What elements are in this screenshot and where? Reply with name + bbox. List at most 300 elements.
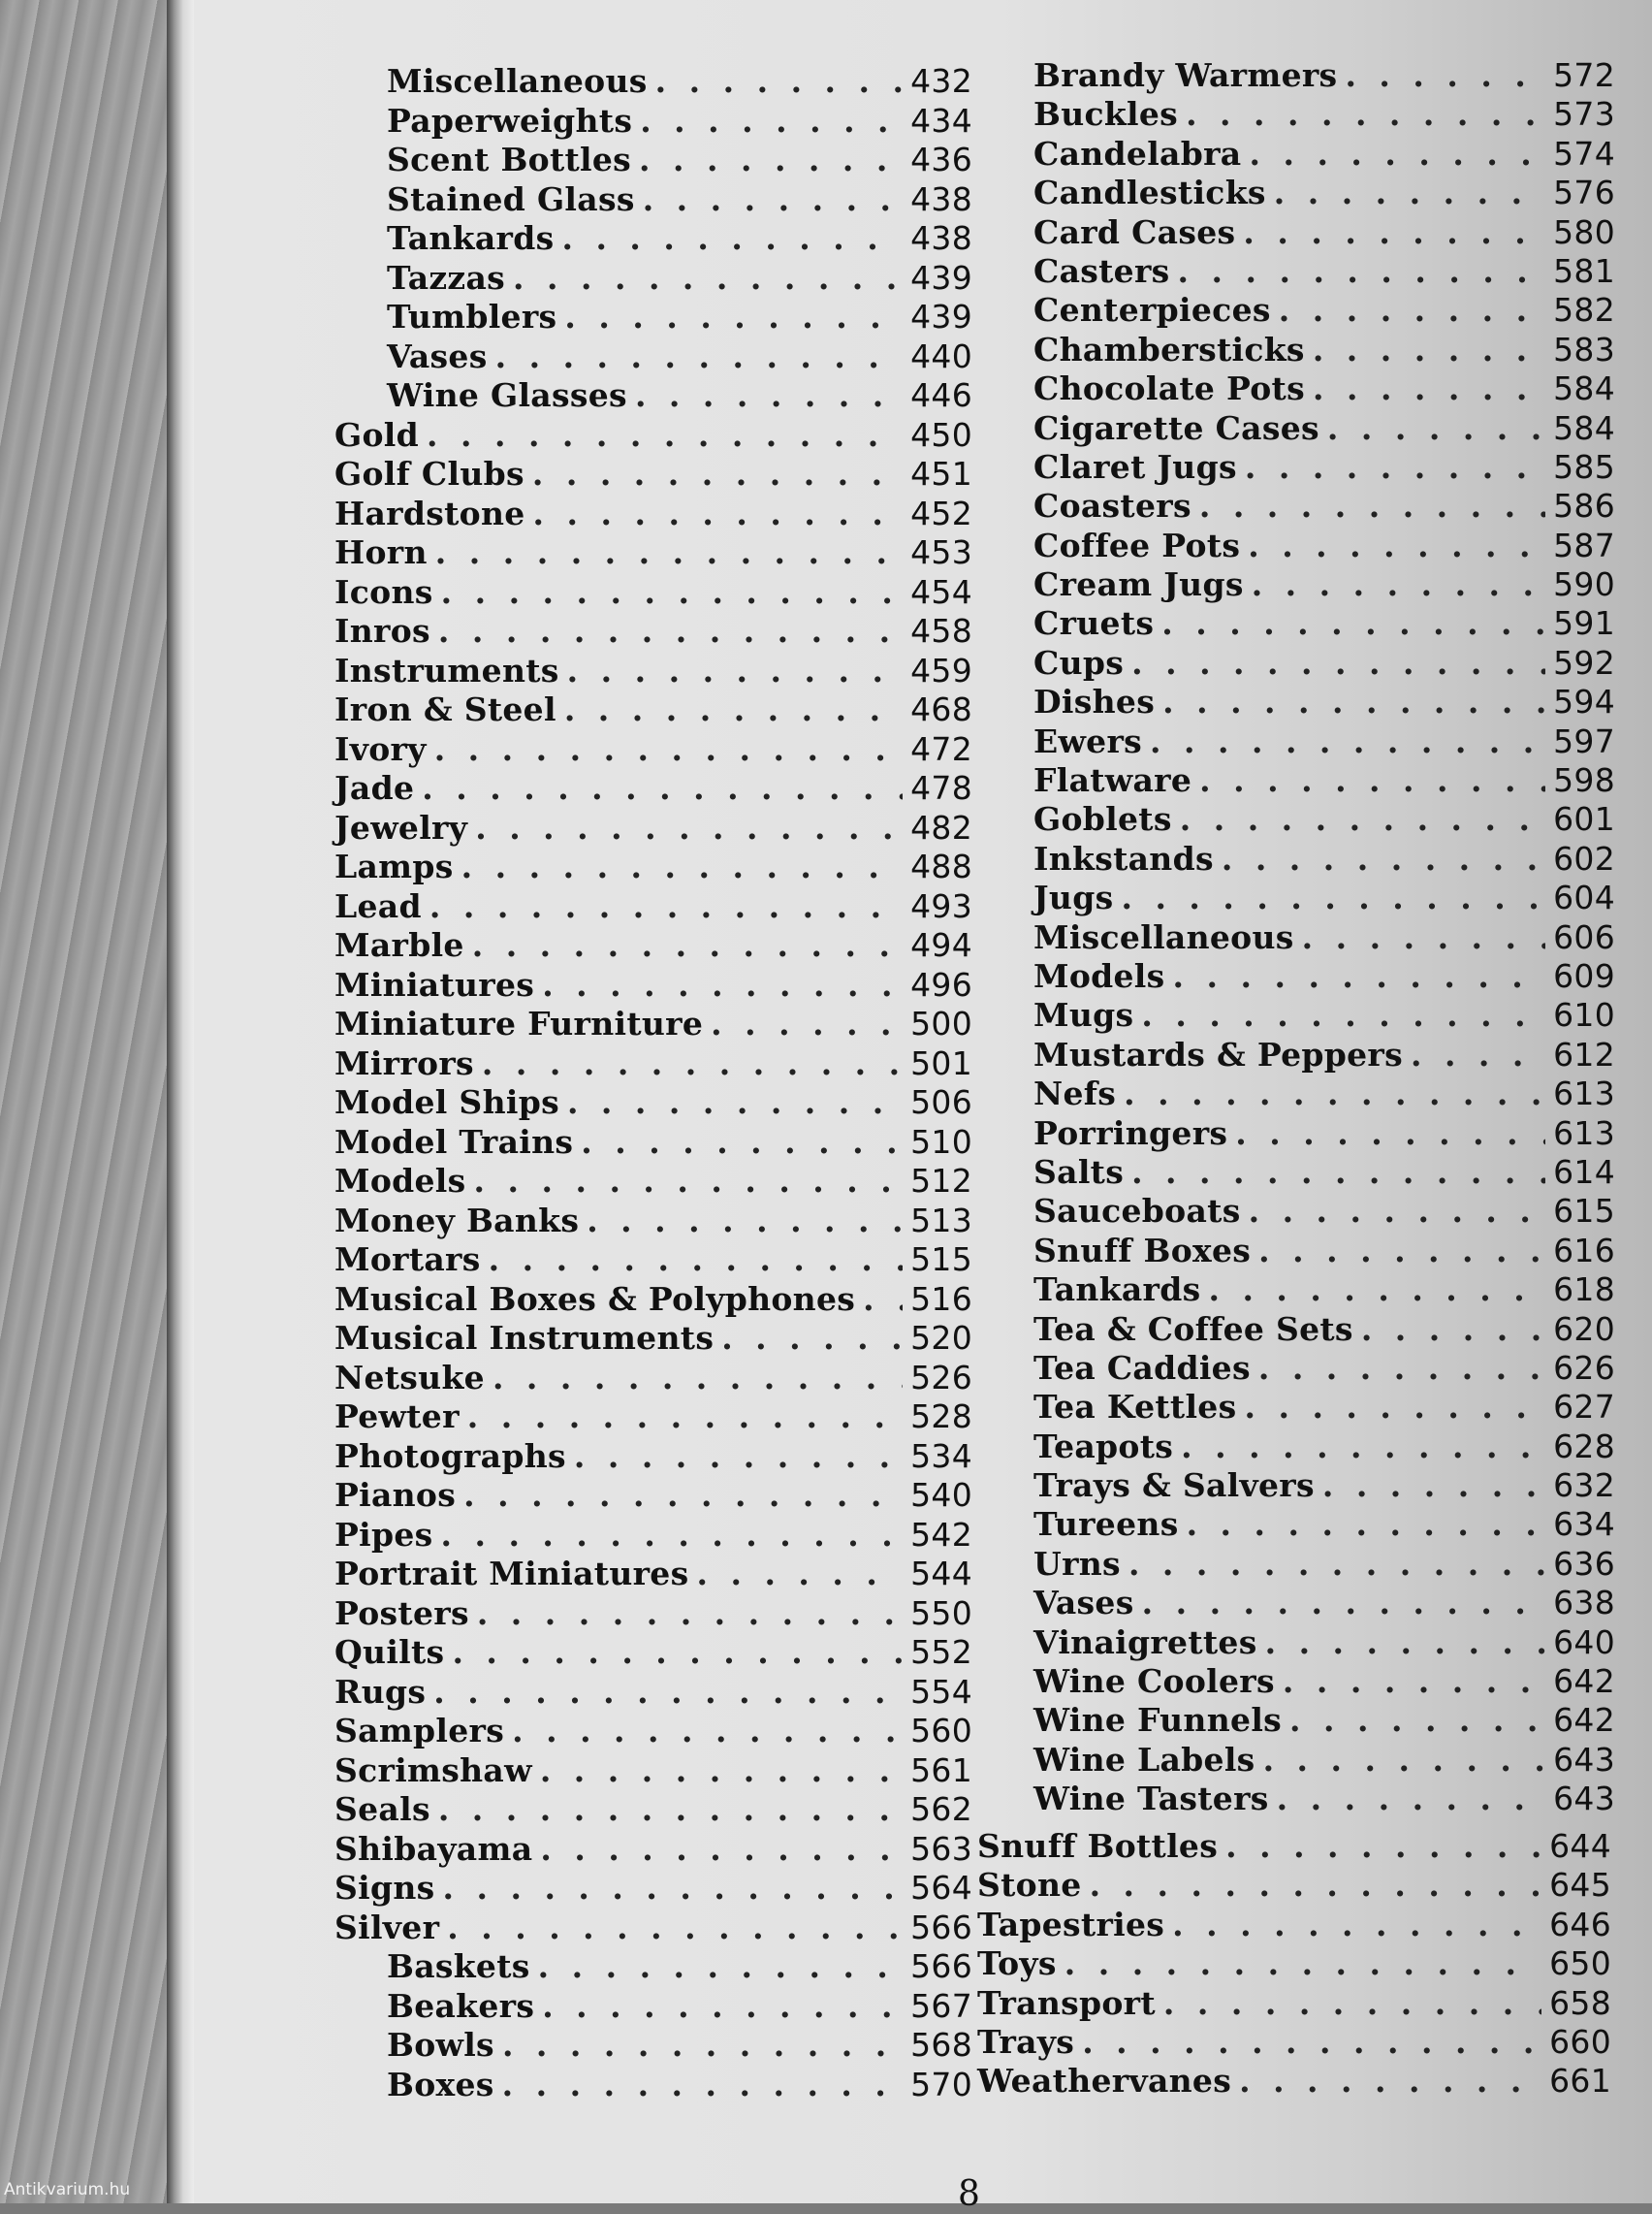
entry-label: Model Ships xyxy=(334,1083,559,1121)
index-entry xyxy=(334,1162,972,1202)
dot-leader xyxy=(1279,291,1545,330)
dot-leader xyxy=(443,1869,904,1909)
entry-label: Signs xyxy=(334,1869,435,1907)
entry-page-number: 472 xyxy=(910,729,972,768)
entry-label: Mugs xyxy=(1033,996,1134,1035)
index-entry xyxy=(334,1476,972,1516)
entry-page-number: 597 xyxy=(1553,722,1615,760)
entry-page-number: 544 xyxy=(910,1555,972,1592)
index-entry xyxy=(1033,1232,1615,1270)
index-entry xyxy=(1033,1780,1615,1818)
dot-leader xyxy=(1258,1349,1545,1388)
index-entry xyxy=(1033,957,1615,996)
entry-page-number: 612 xyxy=(1553,1035,1615,1074)
entry-label: Musical Boxes & Polyphones xyxy=(334,1279,856,1318)
entry-page-number: 661 xyxy=(1549,2062,1611,2101)
dot-leader xyxy=(1150,722,1545,761)
entry-label: Cruets xyxy=(1033,604,1155,643)
dot-leader xyxy=(438,1790,903,1830)
dot-leader xyxy=(643,180,903,220)
dot-leader xyxy=(564,298,903,337)
dot-leader xyxy=(1283,1662,1545,1701)
index-entry xyxy=(334,259,972,299)
index-entry xyxy=(334,1083,972,1123)
dot-leader xyxy=(587,1202,903,1241)
entry-label: Jewelry xyxy=(334,808,468,847)
entry-page-number: 604 xyxy=(1553,879,1615,917)
index-entry xyxy=(1033,722,1615,761)
entry-label: Miniatures xyxy=(334,965,535,1004)
dot-leader xyxy=(1245,448,1545,487)
index-entry xyxy=(334,1594,972,1634)
dot-leader xyxy=(540,1830,903,1870)
index-entry xyxy=(1033,1545,1615,1584)
index-entry xyxy=(1033,527,1615,565)
index-entry xyxy=(1033,1662,1615,1701)
entry-label: Pipes xyxy=(334,1515,433,1554)
dot-leader xyxy=(1180,800,1545,839)
entry-label: Brandy Warmers xyxy=(1033,56,1338,94)
entry-label: Tankards xyxy=(1033,1270,1201,1309)
index-entry xyxy=(334,62,972,102)
index-entry xyxy=(1033,369,1615,408)
entry-page-number: 568 xyxy=(910,2026,972,2064)
entry-label: Tankards xyxy=(387,219,555,257)
entry-page-number: 540 xyxy=(910,1476,972,1514)
entry-page-number: 500 xyxy=(910,1005,972,1043)
dot-leader xyxy=(447,1909,903,1948)
dot-leader xyxy=(513,259,903,299)
entry-label: Model Trains xyxy=(334,1122,574,1161)
entry-label: Flatware xyxy=(1033,761,1192,800)
dot-leader xyxy=(1187,1505,1546,1544)
entry-page-number: 574 xyxy=(1553,134,1615,173)
index-entry xyxy=(334,1397,972,1437)
index-entry xyxy=(334,1830,972,1870)
entry-label: Inkstands xyxy=(1033,839,1214,878)
entry-page-number: 645 xyxy=(1549,1866,1611,1905)
dot-leader xyxy=(1274,174,1545,212)
index-entry xyxy=(334,612,972,652)
entry-label: Wine Funnels xyxy=(1033,1701,1283,1740)
entry-label: Sauceboats xyxy=(1033,1192,1241,1231)
entry-label: Wine Glasses xyxy=(387,376,627,414)
index-entry xyxy=(1033,409,1615,448)
dot-leader xyxy=(1090,1866,1542,1905)
entry-page-number: 592 xyxy=(1553,643,1615,682)
index-entry xyxy=(1033,291,1615,330)
index-entry xyxy=(334,1516,972,1556)
entry-label: Mortars xyxy=(334,1240,481,1278)
entry-page-number: 606 xyxy=(1553,917,1615,956)
entry-page-number: 564 xyxy=(910,1869,972,1907)
page-number: 8 xyxy=(958,2174,980,2214)
index-entry xyxy=(334,887,972,927)
dot-leader xyxy=(1161,604,1545,643)
entry-page-number: 620 xyxy=(1553,1309,1615,1348)
index-column-continued xyxy=(977,1827,1611,2102)
dot-leader xyxy=(1277,1780,1545,1818)
entry-page-number: 450 xyxy=(910,415,972,454)
entry-page-number: 561 xyxy=(910,1750,972,1789)
entry-page-number: 598 xyxy=(1553,761,1615,800)
dot-leader xyxy=(635,376,903,416)
entry-page-number: 642 xyxy=(1553,1662,1615,1701)
index-entry xyxy=(334,1437,972,1477)
entry-label: Dishes xyxy=(1033,683,1156,722)
entry-page-number: 580 xyxy=(1553,212,1615,251)
entry-page-number: 452 xyxy=(910,494,972,532)
index-entry xyxy=(334,809,972,849)
entry-page-number: 567 xyxy=(910,1986,972,2025)
index-entry xyxy=(1033,996,1615,1035)
entry-page-number: 572 xyxy=(1553,56,1615,94)
entry-label: Cigarette Cases xyxy=(1033,408,1319,447)
index-entry xyxy=(1033,213,1615,252)
entry-label: Scrimshaw xyxy=(334,1750,532,1789)
entry-label: Toys xyxy=(977,1944,1057,1983)
entry-page-number: 451 xyxy=(910,455,972,493)
dot-leader xyxy=(429,887,903,927)
entry-page-number: 513 xyxy=(910,1201,972,1239)
dot-leader xyxy=(1064,1944,1541,1983)
entry-label: Paperweights xyxy=(387,101,633,140)
index-entry xyxy=(1033,448,1615,487)
entry-label: Golf Clubs xyxy=(334,455,524,493)
dot-leader xyxy=(461,848,903,887)
dot-leader xyxy=(1313,369,1545,408)
entry-label: Stained Glass xyxy=(387,179,635,218)
entry-label: Ivory xyxy=(334,729,427,768)
entry-page-number: 660 xyxy=(1549,2022,1611,2061)
dot-leader xyxy=(1163,1984,1541,2023)
dot-leader xyxy=(1225,1827,1541,1866)
entry-page-number: 582 xyxy=(1553,291,1615,330)
entry-label: Cups xyxy=(1033,643,1125,682)
entry-label: Icons xyxy=(334,572,433,611)
entry-label: Vinaigrettes xyxy=(1033,1622,1257,1661)
entry-label: Models xyxy=(1033,956,1165,995)
entry-label: Card Cases xyxy=(1033,212,1236,251)
entry-label: Samplers xyxy=(334,1712,505,1749)
entry-page-number: 520 xyxy=(910,1319,972,1357)
entry-page-number: 510 xyxy=(910,1122,972,1161)
dot-leader xyxy=(538,1947,903,1987)
dot-leader xyxy=(1411,1036,1545,1075)
entry-label: Urns xyxy=(1033,1544,1121,1583)
entry-label: Candlesticks xyxy=(1033,174,1266,212)
dot-leader xyxy=(1131,1153,1545,1192)
dot-leader xyxy=(540,1751,903,1791)
dot-leader xyxy=(422,769,903,809)
entry-label: Wine Coolers xyxy=(1033,1662,1275,1701)
entry-label: Claret Jugs xyxy=(1033,447,1237,486)
index-column-left xyxy=(334,62,972,2104)
index-entry xyxy=(334,652,972,691)
dot-leader xyxy=(433,1673,903,1713)
entry-label: Pianos xyxy=(334,1476,457,1514)
index-entry xyxy=(1033,1623,1615,1662)
entry-label: Horn xyxy=(334,533,428,571)
dot-leader xyxy=(711,1005,903,1044)
dot-leader xyxy=(1249,135,1545,174)
entry-label: Tea Caddies xyxy=(1033,1348,1251,1387)
entry-page-number: 640 xyxy=(1553,1622,1615,1661)
entry-label: Tureens xyxy=(1033,1505,1179,1544)
entry-page-number: 613 xyxy=(1553,1113,1615,1152)
dot-leader xyxy=(1345,56,1545,95)
entry-label: Cream Jugs xyxy=(1033,565,1244,604)
entry-page-number: 493 xyxy=(910,886,972,925)
entry-page-number: 570 xyxy=(910,2065,972,2103)
entry-page-number: 501 xyxy=(910,1043,972,1082)
entry-label: Ewers xyxy=(1033,722,1143,760)
dot-leader xyxy=(1235,1114,1545,1153)
index-entry xyxy=(1033,1153,1615,1192)
index-entry xyxy=(1033,95,1615,134)
entry-page-number: 563 xyxy=(910,1829,972,1868)
dot-leader xyxy=(532,455,903,495)
index-entry xyxy=(334,1673,972,1713)
dot-leader xyxy=(489,1240,903,1280)
dot-leader xyxy=(1142,1584,1545,1622)
index-entry xyxy=(334,1005,972,1044)
index-entry xyxy=(977,1944,1611,1983)
entry-label: Buckles xyxy=(1033,95,1179,134)
index-entry xyxy=(334,180,972,220)
index-entry xyxy=(1033,252,1615,291)
dot-leader xyxy=(1199,761,1545,800)
entry-label: Seals xyxy=(334,1790,430,1828)
entry-page-number: 439 xyxy=(910,258,972,297)
entry-page-number: 594 xyxy=(1553,683,1615,722)
entry-label: Goblets xyxy=(1033,800,1172,839)
entry-page-number: 615 xyxy=(1553,1192,1615,1231)
dot-leader xyxy=(1252,565,1545,604)
index-entry xyxy=(334,416,972,456)
index-entry xyxy=(334,1947,972,1987)
index-entry xyxy=(1033,1192,1615,1231)
index-entry xyxy=(334,848,972,887)
entry-label: Centerpieces xyxy=(1033,291,1271,330)
index-entry xyxy=(1033,1428,1615,1466)
dot-leader xyxy=(1173,957,1546,996)
entry-label: Money Banks xyxy=(334,1201,580,1239)
dot-leader xyxy=(564,690,903,730)
index-entry xyxy=(334,2066,972,2105)
entry-label: Lamps xyxy=(334,848,454,885)
entry-label: Pewter xyxy=(334,1397,460,1435)
entry-label: Tea & Coffee Sets xyxy=(1033,1309,1353,1348)
entry-page-number: 512 xyxy=(910,1162,972,1200)
entry-label: Jugs xyxy=(1033,879,1114,917)
dot-leader xyxy=(474,1162,904,1202)
index-entry xyxy=(334,769,972,809)
entry-label: Miniature Furniture xyxy=(334,1005,704,1043)
dot-leader xyxy=(441,573,903,613)
index-entry xyxy=(1033,56,1615,95)
index-entry xyxy=(334,1751,972,1791)
index-entry xyxy=(334,219,972,259)
index-entry xyxy=(977,1984,1611,2023)
dot-leader xyxy=(542,1987,903,2027)
entry-page-number: 436 xyxy=(910,141,972,178)
dot-leader xyxy=(492,1359,903,1398)
index-entry xyxy=(1033,1505,1615,1544)
entry-page-number: 586 xyxy=(1553,487,1615,526)
dot-leader xyxy=(467,1397,903,1437)
entry-page-number: 584 xyxy=(1553,408,1615,447)
dot-leader xyxy=(1199,487,1545,526)
entry-label: Photographs xyxy=(334,1436,566,1475)
entry-label: Rugs xyxy=(334,1672,427,1711)
dot-leader xyxy=(721,1319,903,1359)
dot-leader xyxy=(435,533,903,573)
dot-leader xyxy=(495,337,903,377)
entry-page-number: 515 xyxy=(910,1240,972,1278)
index-entry xyxy=(334,1044,972,1084)
entry-page-number: 478 xyxy=(910,769,972,807)
dot-leader xyxy=(441,1516,904,1556)
index-entry xyxy=(334,1319,972,1359)
dot-leader xyxy=(1178,252,1546,291)
dot-leader xyxy=(542,966,903,1006)
index-entry xyxy=(1033,604,1615,643)
entry-page-number: 583 xyxy=(1553,330,1615,369)
entry-page-number: 628 xyxy=(1553,1427,1615,1465)
watermark: Antikvarium.hu xyxy=(4,2180,131,2199)
dot-leader xyxy=(1124,1075,1545,1113)
entry-page-number: 440 xyxy=(910,337,972,375)
index-entry xyxy=(334,1869,972,1909)
entry-page-number: 446 xyxy=(910,376,972,414)
dot-leader xyxy=(533,495,904,534)
entry-label: Wine Labels xyxy=(1033,1740,1255,1779)
index-entry xyxy=(1033,761,1615,800)
entry-page-number: 627 xyxy=(1553,1388,1615,1427)
entry-label: Scent Bottles xyxy=(387,141,632,178)
entry-page-number: 613 xyxy=(1553,1075,1615,1113)
entry-label: Gold xyxy=(334,415,420,454)
index-entry xyxy=(977,2023,1611,2062)
entry-label: Inros xyxy=(334,612,430,650)
entry-label: Wine Tasters xyxy=(1033,1780,1269,1818)
dot-leader xyxy=(434,730,903,770)
entry-page-number: 482 xyxy=(910,808,972,847)
dot-leader xyxy=(1082,2023,1541,2062)
entry-label: Posters xyxy=(334,1593,469,1632)
dot-leader xyxy=(1248,527,1545,565)
index-entry xyxy=(334,690,972,730)
entry-label: Mirrors xyxy=(334,1043,474,1082)
entry-label: Stone xyxy=(977,1866,1082,1905)
dot-leader xyxy=(463,1476,903,1516)
index-entry xyxy=(1033,1270,1615,1309)
entry-label: Baskets xyxy=(387,1947,530,1985)
index-entry xyxy=(334,573,972,613)
entry-label: Miscellaneous xyxy=(387,62,648,100)
entry-label: Snuff Bottles xyxy=(977,1827,1219,1865)
entry-label: Tea Kettles xyxy=(1033,1388,1237,1427)
entry-page-number: 562 xyxy=(910,1790,972,1828)
index-entry xyxy=(334,495,972,534)
entry-label: Salts xyxy=(1033,1152,1125,1191)
entry-page-number: 552 xyxy=(910,1633,972,1671)
dot-leader xyxy=(1131,644,1545,683)
index-entry xyxy=(334,1712,972,1751)
entry-label: Chambersticks xyxy=(1033,330,1305,369)
entry-label: Hardstone xyxy=(334,494,525,532)
entry-page-number: 458 xyxy=(910,612,972,650)
entry-page-number: 650 xyxy=(1549,1944,1611,1983)
entry-page-number: 642 xyxy=(1553,1701,1615,1740)
index-entry xyxy=(334,1909,972,1948)
dot-leader xyxy=(1208,1270,1545,1309)
dot-leader xyxy=(1361,1310,1545,1349)
dot-leader xyxy=(567,652,903,691)
dot-leader xyxy=(1263,1741,1546,1780)
entry-label: Vases xyxy=(1033,1584,1134,1622)
dot-leader xyxy=(1141,996,1545,1035)
index-entry xyxy=(977,1906,1611,1944)
dot-leader xyxy=(452,1633,903,1673)
entry-label: Bowls xyxy=(387,2026,494,2064)
index-entry xyxy=(334,1280,972,1320)
entry-page-number: 636 xyxy=(1553,1544,1615,1583)
index-entry xyxy=(1033,879,1615,917)
index-entry xyxy=(334,533,972,573)
dot-leader xyxy=(1258,1232,1545,1270)
dot-leader xyxy=(1162,683,1545,722)
entry-page-number: 601 xyxy=(1553,800,1615,839)
index-entry xyxy=(977,2062,1611,2101)
entry-label: Beakers xyxy=(387,1986,535,2025)
entry-page-number: 626 xyxy=(1553,1348,1615,1387)
dot-leader xyxy=(696,1555,903,1594)
entry-label: Models xyxy=(334,1162,466,1200)
entry-label: Marble xyxy=(334,926,464,964)
dot-leader xyxy=(477,1594,903,1634)
dot-leader xyxy=(1181,1428,1545,1466)
dot-leader xyxy=(655,62,903,102)
entry-label: Quilts xyxy=(334,1633,445,1671)
entry-label: Mustards & Peppers xyxy=(1033,1035,1403,1074)
entry-page-number: 439 xyxy=(910,298,972,336)
entry-page-number: 516 xyxy=(910,1279,972,1318)
entry-page-number: 496 xyxy=(910,965,972,1004)
entry-page-number: 643 xyxy=(1553,1780,1615,1818)
dot-leader xyxy=(1249,1192,1546,1231)
entry-page-number: 614 xyxy=(1553,1152,1615,1191)
entry-page-number: 494 xyxy=(910,926,972,964)
dot-leader xyxy=(1239,2062,1541,2101)
index-entry xyxy=(977,1827,1611,1866)
dot-leader xyxy=(1172,1906,1541,1944)
index-entry xyxy=(1033,1310,1615,1349)
index-entry xyxy=(1033,565,1615,604)
entry-label: Lead xyxy=(334,886,422,925)
entry-page-number: 528 xyxy=(910,1397,972,1435)
entry-label: Iron & Steel xyxy=(334,690,556,728)
index-entry xyxy=(334,1790,972,1830)
index-entry xyxy=(1033,1036,1615,1075)
entry-page-number: 581 xyxy=(1553,251,1615,290)
dot-leader xyxy=(427,416,903,456)
entry-label: Vases xyxy=(387,337,488,375)
dot-leader xyxy=(1245,1388,1546,1427)
entry-label: Musical Instruments xyxy=(334,1319,715,1357)
entry-page-number: 526 xyxy=(910,1358,972,1396)
